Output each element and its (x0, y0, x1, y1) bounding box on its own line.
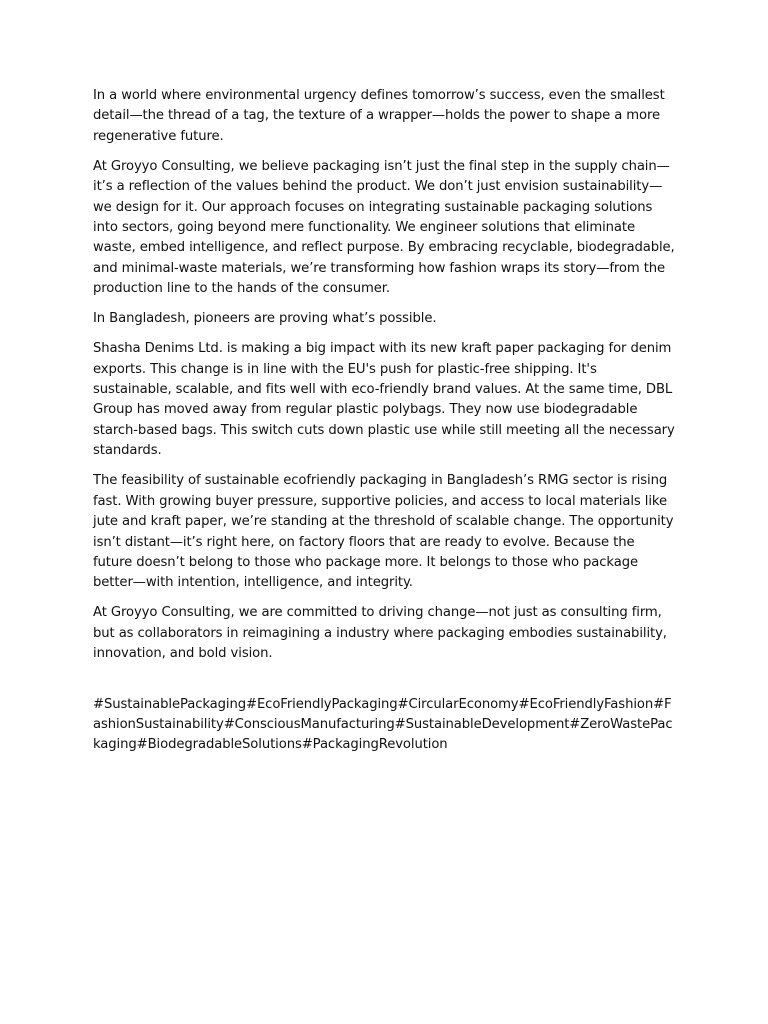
paragraph-groyyo-approach: At Groyyo Consulting, we believe packaging isn’t just the final step in the supply chain—it’s a reflection of the values behind the product. We don’t just envision sustainability—we design for it. Our approach focuses on integrating sustainable packaging solutions into sectors, going beyond mere functionality. We engineer solutions that eliminate waste, embed intelligence, and reflect purpose. By embracing recyclable, biodegradable, and minimal-waste materials, we’re transforming how fashion wraps its story—from the production line to the hands of the consumer. (93, 158, 675, 297)
paragraph-commitment: At Groyyo Consulting, we are committed to driving change—not just as consulting firm, but as collaborators in reimagining a industry where packaging embodies sustainability, innovation, and bold vision. (93, 605, 667, 662)
hashtag-line: #SustainablePackaging#EcoFriendlyPackaging#CircularEconomy#EcoFriendlyFashion#FashionSustainability#ConsciousManufacturing#SustainableDevelopment#ZeroWastePackaging#BiodegradableSolutions#PackagingRevolution (93, 696, 673, 753)
document-page (93, 86, 675, 769)
paragraph-bangladesh-pioneers: In Bangladesh, pioneers are proving what’s possible. (93, 311, 437, 327)
paragraph-case-studies: Shasha Denims Ltd. is making a big impact with its new kraft paper packaging for denim exports. This change is in line with the EU's push for plastic-free shipping. It's sustainable, scalable, and fits well with eco-friendly brand values. At the same time, DBL Group has moved away from regular plastic polybags. They now use biodegradable starch-based bags. This switch cuts down plastic use while still meeting all the necessary standards. (93, 341, 675, 459)
paragraph-feasibility: The feasibility of sustainable ecofriendly packaging in Bangladesh’s RMG sector is rising fast. With growing buyer pressure, supportive policies, and access to local materials like jute and kraft paper, we’re standing at the threshold of scalable change. The opportunity isn’t distant—it’s right here, on factory floors that are ready to evolve. Because the future doesn’t belong to those who package more. It belongs to those who package better—with intention, intelligence, and integrity. (93, 473, 674, 591)
paragraph-intro: In a world where environmental urgency defines tomorrow’s success, even the smallest detail—the thread of a tag, the texture of a wrapper—holds the power to shape a more regenerative future. (93, 88, 665, 144)
